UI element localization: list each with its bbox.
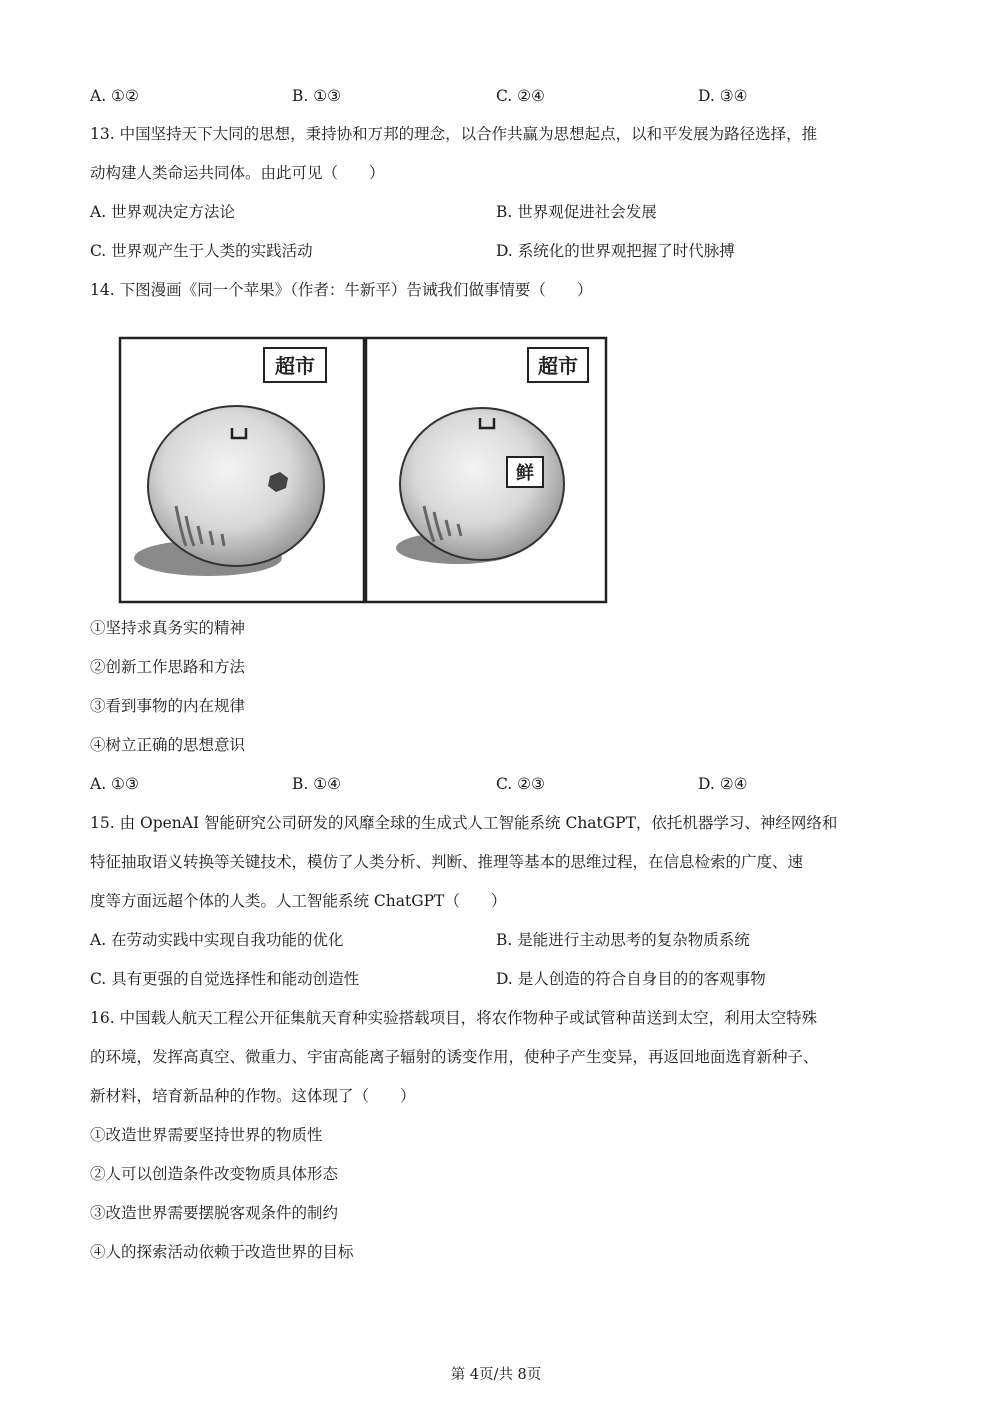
q16-stem-line2: 的环境，发挥高真空、微重力、宇宙高能离子辐射的诱变作用，使种子产生变异，再返回地面选育新种子、 [90, 1048, 819, 1066]
q16-statement-2: ②人可以创造条件改变物质具体形态 [90, 1165, 339, 1183]
q13-stem-line2: 动构建人类命运共同体。由此可见（ ） [90, 164, 385, 182]
q14-option-a: A. ①③ [90, 775, 139, 793]
left-supermarket-sign: 超市 [275, 354, 315, 378]
q14-statement-2: ②创新工作思路和方法 [90, 658, 246, 676]
q14-stem: 14. 下图漫画《同一个苹果》（作者：牛新平）告诫我们做事情要（ ） [90, 281, 593, 299]
q13-option-a: A. 世界观决定方法论 [90, 203, 236, 221]
q14-statement-4: ④树立正确的思想意识 [90, 736, 246, 754]
q13-option-c: C. 世界观产生于人类的实践活动 [90, 242, 313, 260]
right-supermarket-sign: 超市 [538, 354, 578, 378]
left-apple [148, 406, 324, 566]
q15-stem-line1: 15. 由 OpenAI 智能研究公司研发的风靡全球的生成式人工智能系统 ChatGPT，依托机器学习、神经网络和 [90, 814, 838, 832]
q16-statement-4: ④人的探索活动依赖于改造世界的目标 [90, 1243, 354, 1261]
q15-option-a: A. 在劳动实践中实现自我功能的优化 [90, 931, 344, 949]
q12-option-b: B. ①③ [292, 87, 342, 105]
q13-option-d: D. 系统化的世界观把握了时代脉搏 [496, 242, 735, 260]
q16-statement-3: ③改造世界需要摆脱客观条件的制约 [90, 1204, 339, 1222]
q14-statement-1: ①坚持求真务实的精神 [90, 619, 246, 637]
q12-option-a: A. ①② [90, 87, 139, 105]
q15-option-c: C. 具有更强的自觉选择性和能动创造性 [90, 970, 360, 988]
fresh-label: 鲜 [516, 463, 534, 484]
q15-option-d: D. 是人创造的符合自身目的的客观事物 [496, 970, 766, 988]
q12-option-d: D. ③④ [698, 87, 748, 105]
q13-stem-line1: 13. 中国坚持天下大同的思想，秉持协和万邦的理念，以合作共赢为思想起点，以和平发展为路径选择，推 [90, 125, 818, 143]
comic-same-apple [118, 336, 608, 604]
q16-stem-line1: 16. 中国载人航天工程公开征集航天育种实验搭载项目，将农作物种子或试管种苗送到太空，利用太空特殊 [90, 1009, 818, 1027]
q16-stem-line3: 新材料，培育新品种的作物。这体现了（ ） [90, 1087, 416, 1105]
q15-stem-line3: 度等方面远超个体的人类。人工智能系统 ChatGPT（ ） [90, 892, 507, 910]
q15-stem-line2: 特征抽取语义转换等关键技术，模仿了人类分析、判断、推理等基本的思维过程，在信息检索的广度、速 [90, 853, 804, 871]
q14-option-c: C. ②③ [496, 775, 545, 793]
q14-option-d: D. ②④ [698, 775, 748, 793]
q16-statement-1: ①改造世界需要坚持世界的物质性 [90, 1126, 323, 1144]
q15-option-b: B. 是能进行主动思考的复杂物质系统 [496, 931, 750, 949]
q13-option-b: B. 世界观促进社会发展 [496, 203, 657, 221]
page-footer: 第 4页/共 8页 [450, 1367, 542, 1383]
q12-option-c: C. ②④ [496, 87, 545, 105]
q14-option-b: B. ①④ [292, 775, 342, 793]
q14-statement-3: ③看到事物的内在规律 [90, 697, 246, 715]
